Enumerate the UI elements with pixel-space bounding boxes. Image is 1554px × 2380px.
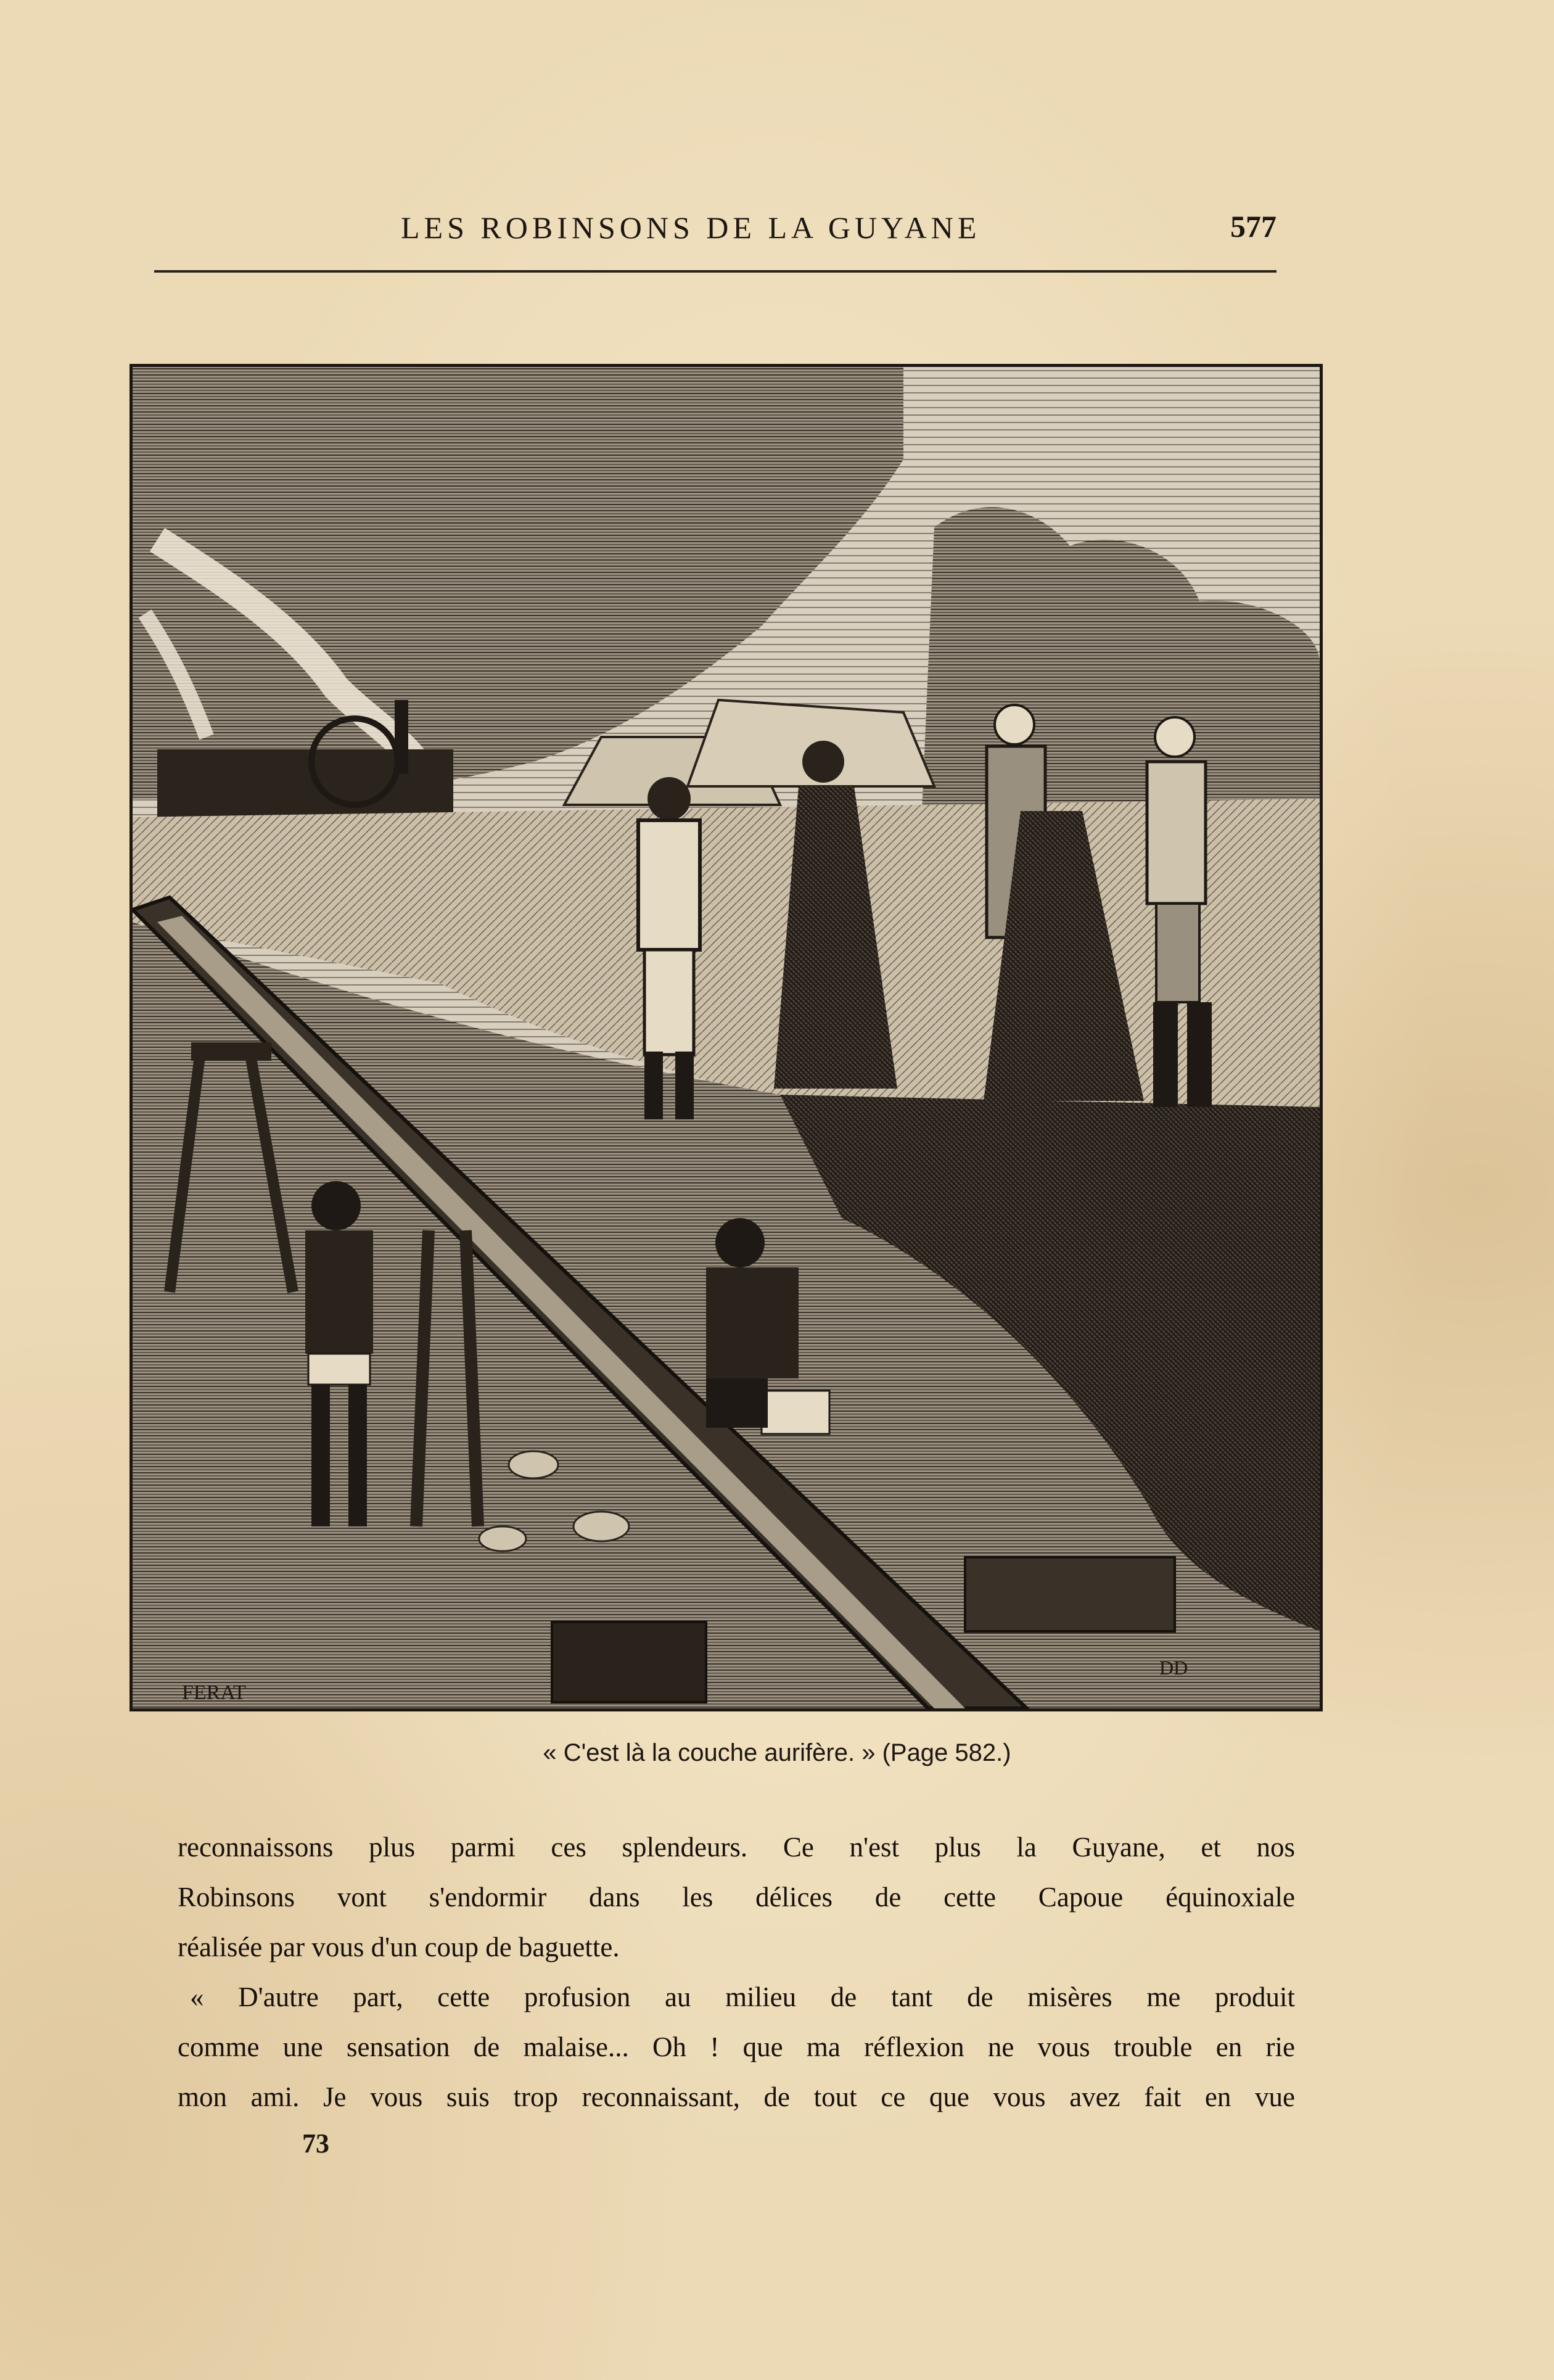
engraver-signature-right: DD <box>1159 1657 1188 1679</box>
body-line: réalisée par vous d'un coup de baguette. <box>178 1932 620 1962</box>
header-rule <box>154 270 1276 273</box>
stone <box>479 1526 526 1551</box>
stone <box>574 1512 629 1541</box>
signature-mark: 73 <box>302 2128 329 2159</box>
trestle-top <box>191 1042 271 1061</box>
body-line: comme une sensation de malaise... Oh ! que ma réflexion ne vous trouble en rie <box>178 2032 1295 2062</box>
engraving-illustration <box>130 364 1323 1711</box>
crate <box>965 1557 1175 1631</box>
chimney <box>395 700 408 774</box>
body-line: mon ami. Je vous suis trop reconnaissant, de tout ce que vous avez fait en vue <box>178 2081 1295 2112</box>
page-number: 577 <box>1230 209 1276 244</box>
body-line: « D'autre part, cette profusion au milieu de tant de misères me produit <box>190 1982 1295 2012</box>
illustration-caption: « C'est là la couche aurifère. » (Page 582.) <box>543 1739 1011 1766</box>
running-title: LES ROBINSONS DE LA GUYANE <box>401 210 981 245</box>
body-text <box>178 1822 1295 2122</box>
steam-engine <box>157 749 453 817</box>
body-line: Robinsons vont s'endormir dans les délices de cette Capoue équinoxiale <box>178 1882 1295 1913</box>
running-head <box>154 210 1276 253</box>
engraver-signature-left: FERAT <box>182 1681 246 1704</box>
stone <box>509 1451 558 1478</box>
crate <box>552 1622 706 1702</box>
body-line: reconnaissons plus parmi ces splendeurs. Ce n'est plus la Guyane, et nos <box>178 1832 1295 1863</box>
